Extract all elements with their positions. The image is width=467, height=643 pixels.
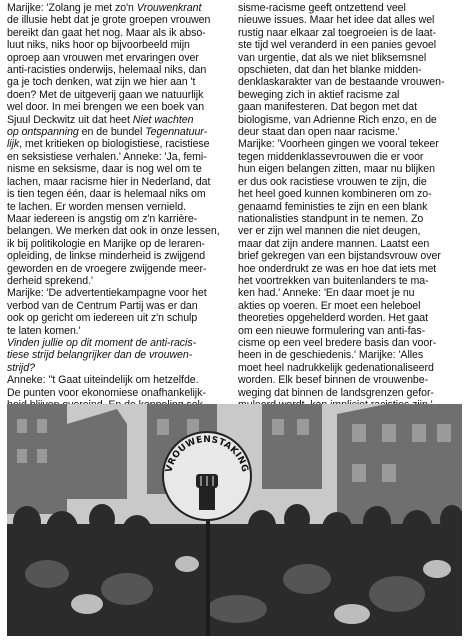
text-run: de illusie hebt dat je grote groepen vrouwen bereikt dan gaat het nog. Maar als ik abso- luut niks, niks hoor op bijvoorbeeld mijn oproep aan vrouwen met ervaringen over anti-racisties onderwijs, helemaal niks, dan ga je toch denken, wat zijn we hier aan 't doen? Met de uitgeverij gaan we natuurlijk wel door. In mei brengen we een boek van Sjuul Deckwitz uit dat heet [7, 14, 211, 126]
text-run: , met kritieken op biologistiese, racistiese en seksistiese verhalen.' Anneke: 'Ja, femi- nisme en seksisme, daar is nog wel om te lachen, maar racisme hier in Nederland, dat is tien tegen één, daar is helemaal niks om te lachen. Er worden mensen vernield. Maar iedereen is angstig om z'n karrière- belangen. We merken dat ook in onze lessen, ik bij politikologie en Marijke op de leraren- opleiding, de linkse minderheid is zwijgend geworden en de vroegere zwijgende meer- derheid sprekend.' Marijke: 'De advertentiekampagne voor het verbod van de Centrum Partij was er dan ook op gericht om iedereen uit z'n schulp te laten komen.' [7, 138, 220, 337]
text-run: Marijke: 'Zolang je met zo'n [7, 2, 137, 14]
photo-illustration [7, 404, 462, 636]
italic-text-run: Vrouwenkrant [136, 2, 202, 14]
italic-text-run: Vinden jullie op dit moment de anti-racis- tiese strijd belangrijker dan de vrouwen- strijd? [7, 336, 197, 374]
article-column-right [238, 2, 462, 411]
text-run: Anneke: ''t Gaat uiteindelijk om hetzelfde. De punten voor ekonomiese onafhankelijk- [7, 374, 206, 399]
sign-text: VROUWENSTAKING [164, 434, 250, 474]
article-column-left [7, 2, 226, 411]
italic-text-run: Tegennatuur- lijk [7, 126, 208, 151]
fist-icon [196, 474, 218, 510]
right-column-text: sisme-racisme geeft ontzettend veel nieuwe issues. Maar het idee dat alles wel rustig naar elkaar zal toegroeien is de laat- ste tijd wel veranderd in een panies gevoel van urgentie, dat als we niet bliksemsnel opschieten, dat dan het blanke midden- denklaskarakter van de bestaande vrouwen- beweging zich in aktief racisme zal gaan manifesteren. Dat begon met dat biologisme, van Adrienne Rich enzo, en de deur staat dan open naar racisme.' Marijke: 'Voorheen gingen we vooral tekeer tegen middenklassevrouwen die er voor hun eigen belangen zitten, maar nu blijken er dus ook racistiese vrouwen te zijn, die het heel goed kunnen kombineren om zo- genaamd feministies te zijn en een blank nationalisties standpunt in te nemen. Zo ver er zijn wel mannen die niet deugen, maar dat zijn andere mannen. Laatst een brief gekregen van een bijstandsvrouw over hoe onderdrukt ze was en hoe dat iets met het voortrekken van buitenlanders te ma- ken had.' Anneke: 'En daar moet je nu akties op voeren. Er moet een heleboel theoreties opgehelderd worden. Het gaat om een nieuwe formulering van anti-fas- cisme op een veel bredere basis dan voor- heen in de geschiedenis.' Marijke: 'Alles moet heel nadrukkelijk gedenationaliseerd worden. Elk besef binnen de vrouwenbe- weging dat binnen de landsgrenzen gefor- [238, 2, 445, 399]
left-column-text [7, 2, 226, 411]
text-run: en de bundel [78, 126, 146, 139]
demonstration-photo [7, 404, 462, 636]
italic-text-run: Niet wachten op ontspanning [7, 113, 194, 139]
